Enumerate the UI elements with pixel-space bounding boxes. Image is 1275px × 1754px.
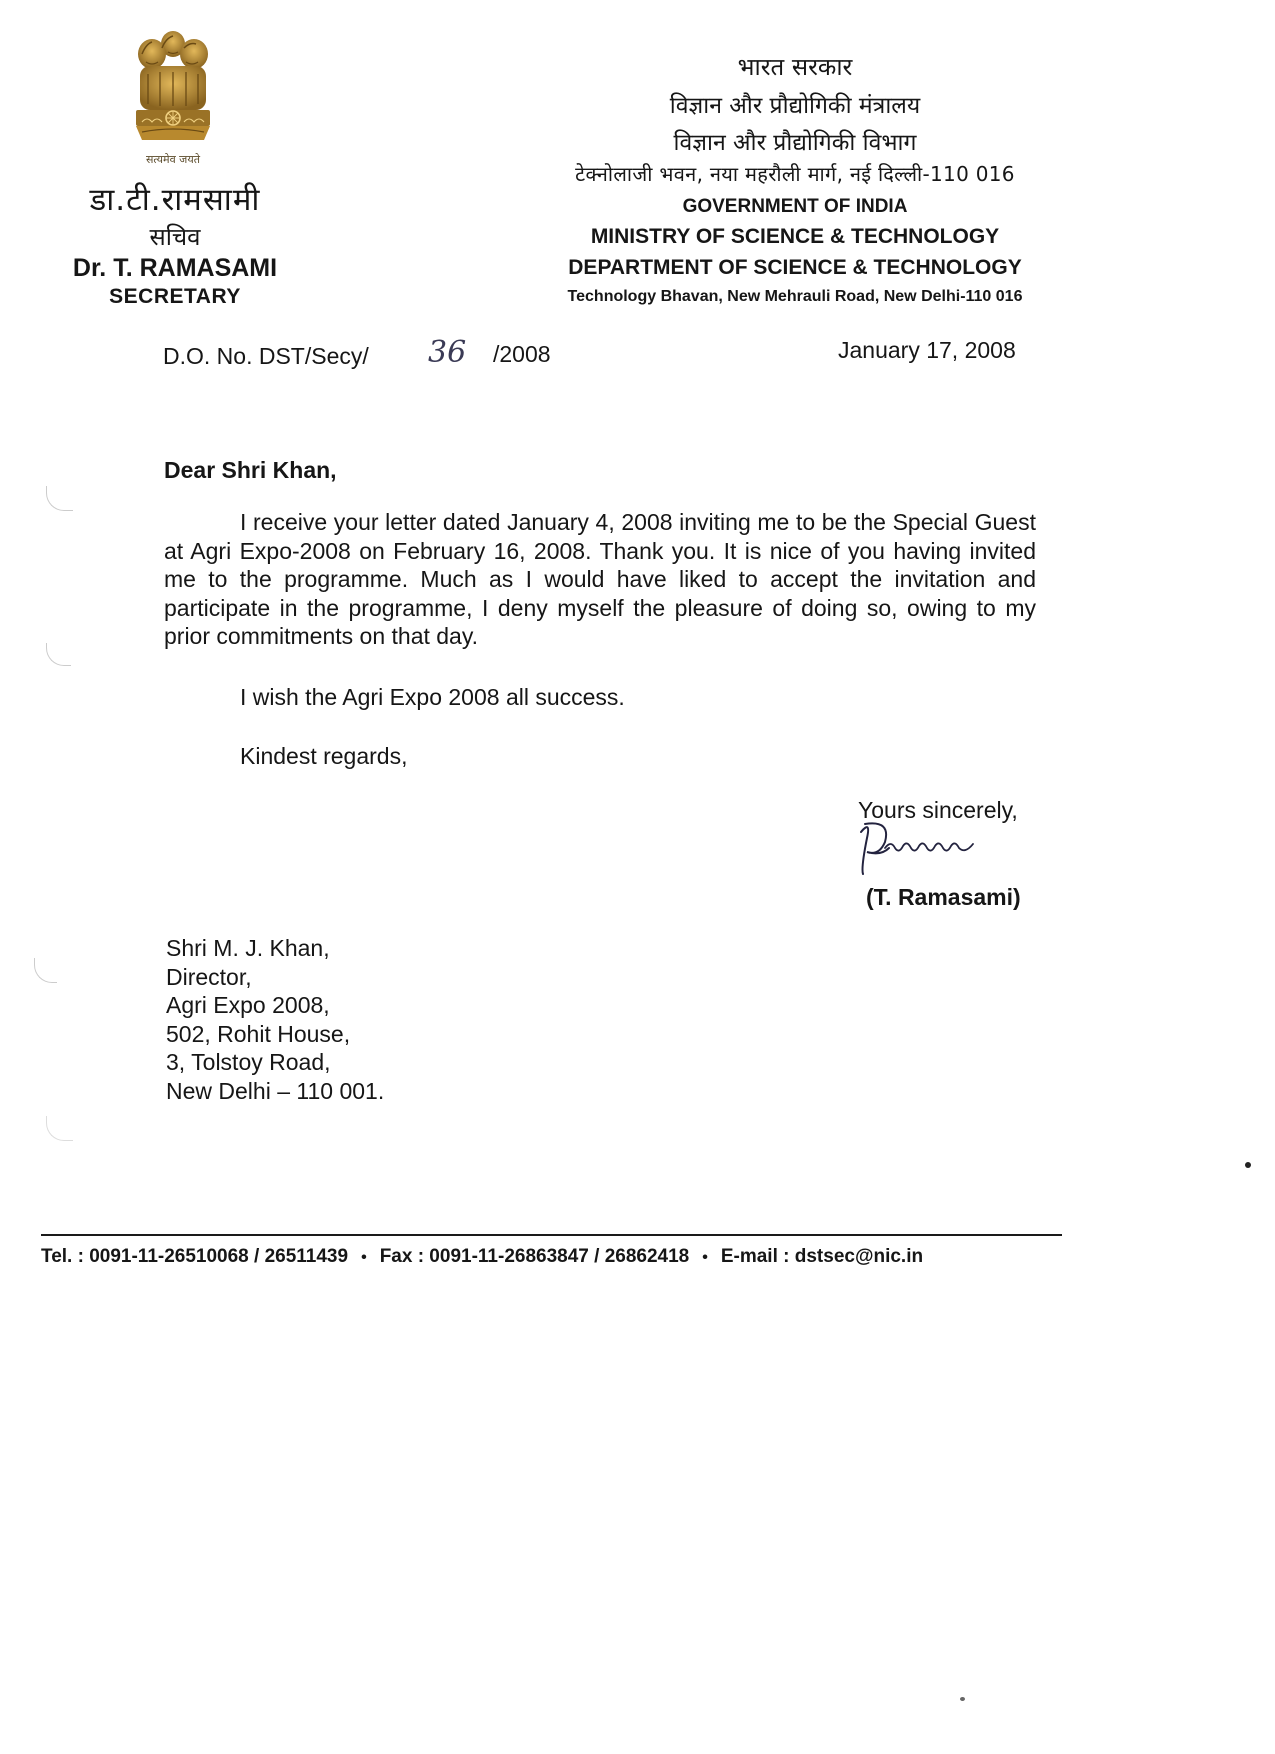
- scan-margin-mark: [46, 643, 71, 666]
- footer-rule: [41, 1234, 1062, 1236]
- department-name: DEPARTMENT OF SCIENCE & TECHNOLOGY: [568, 256, 1022, 279]
- national-emblem-icon: [128, 28, 218, 170]
- address-line: 3, Tolstoy Road,: [166, 1049, 331, 1075]
- govt-name: GOVERNMENT OF INDIA: [682, 196, 908, 217]
- sender-title-hindi: सचिव: [149, 223, 201, 251]
- scan-speck: [1245, 1162, 1251, 1168]
- footer-fax: Fax : 0091-11-26863847 / 26862418: [379, 1246, 690, 1267]
- address-line: Director,: [166, 963, 252, 990]
- bullet-separator: •: [702, 1249, 708, 1266]
- recipient-address: [166, 934, 384, 1105]
- sender-title: SECRETARY: [109, 285, 241, 308]
- govt-hindi: भारत सरकार: [737, 53, 853, 81]
- address-line: New Delhi – 110 001.: [166, 1077, 385, 1104]
- emblem-motto: सत्यमेव जयते: [145, 153, 200, 166]
- footer-tel: Tel. : 0091-11-26510068 / 26511439: [41, 1246, 349, 1267]
- scan-margin-mark: [46, 1116, 73, 1141]
- address-line: Shri M. J. Khan,: [166, 935, 330, 961]
- scan-speck: [960, 1697, 965, 1701]
- reference-year: /2008: [493, 341, 551, 367]
- sender-name: Dr. T. RAMASAMI: [72, 254, 278, 282]
- handwritten-signature: [855, 818, 1005, 876]
- regards-line: Kindest regards,: [240, 743, 408, 769]
- address-line: 502, Rohit House,: [166, 1020, 351, 1047]
- ministry-name: MINISTRY OF SCIENCE & TECHNOLOGY: [590, 225, 1000, 248]
- salutation: Dear Shri Khan,: [164, 457, 337, 483]
- footer-email: E-mail : dstsec@nic.in: [720, 1246, 924, 1267]
- letter-date: January 17, 2008: [838, 337, 1016, 363]
- scan-margin-mark: [46, 486, 73, 511]
- address-hindi: टेक्नोलाजी भवन, नया महरौली मार्ग, नई दिल्ली-110 016: [575, 162, 1015, 186]
- reference-number: 36: [428, 335, 467, 370]
- office-address: Technology Bhavan, New Mehrauli Road, New Delhi-110 016: [567, 288, 1023, 305]
- closing-line: Yours sincerely,: [858, 797, 1018, 823]
- body-paragraph: I receive your letter dated January 4, 2008 inviting me to be the Special Guest at Agri Expo-2008 on February 16, 2008. Thank you. It is nice of you having invited me to the programme. Much as I would have liked to accept the invitation and participate in the programme, I deny myself the pleasure of doing so, owing to my prior commitments on that day.: [164, 509, 1036, 649]
- signer-name: (T. Ramasami): [866, 884, 1021, 910]
- contact-footer: [41, 1246, 1062, 1268]
- ministry-hindi: विज्ञान और प्रौद्योगिकी मंत्रालय: [669, 93, 921, 119]
- wish-line: I wish the Agri Expo 2008 all success.: [240, 684, 625, 710]
- bullet-separator: •: [361, 1249, 367, 1266]
- reference-prefix: D.O. No. DST/Secy/: [163, 343, 369, 369]
- scan-margin-mark: [34, 958, 57, 983]
- sender-name-hindi: डा.टी.रामसामी: [89, 182, 261, 218]
- address-line: Agri Expo 2008,: [166, 992, 330, 1018]
- department-hindi: विज्ञान और प्रौद्योगिकी विभाग: [673, 130, 917, 156]
